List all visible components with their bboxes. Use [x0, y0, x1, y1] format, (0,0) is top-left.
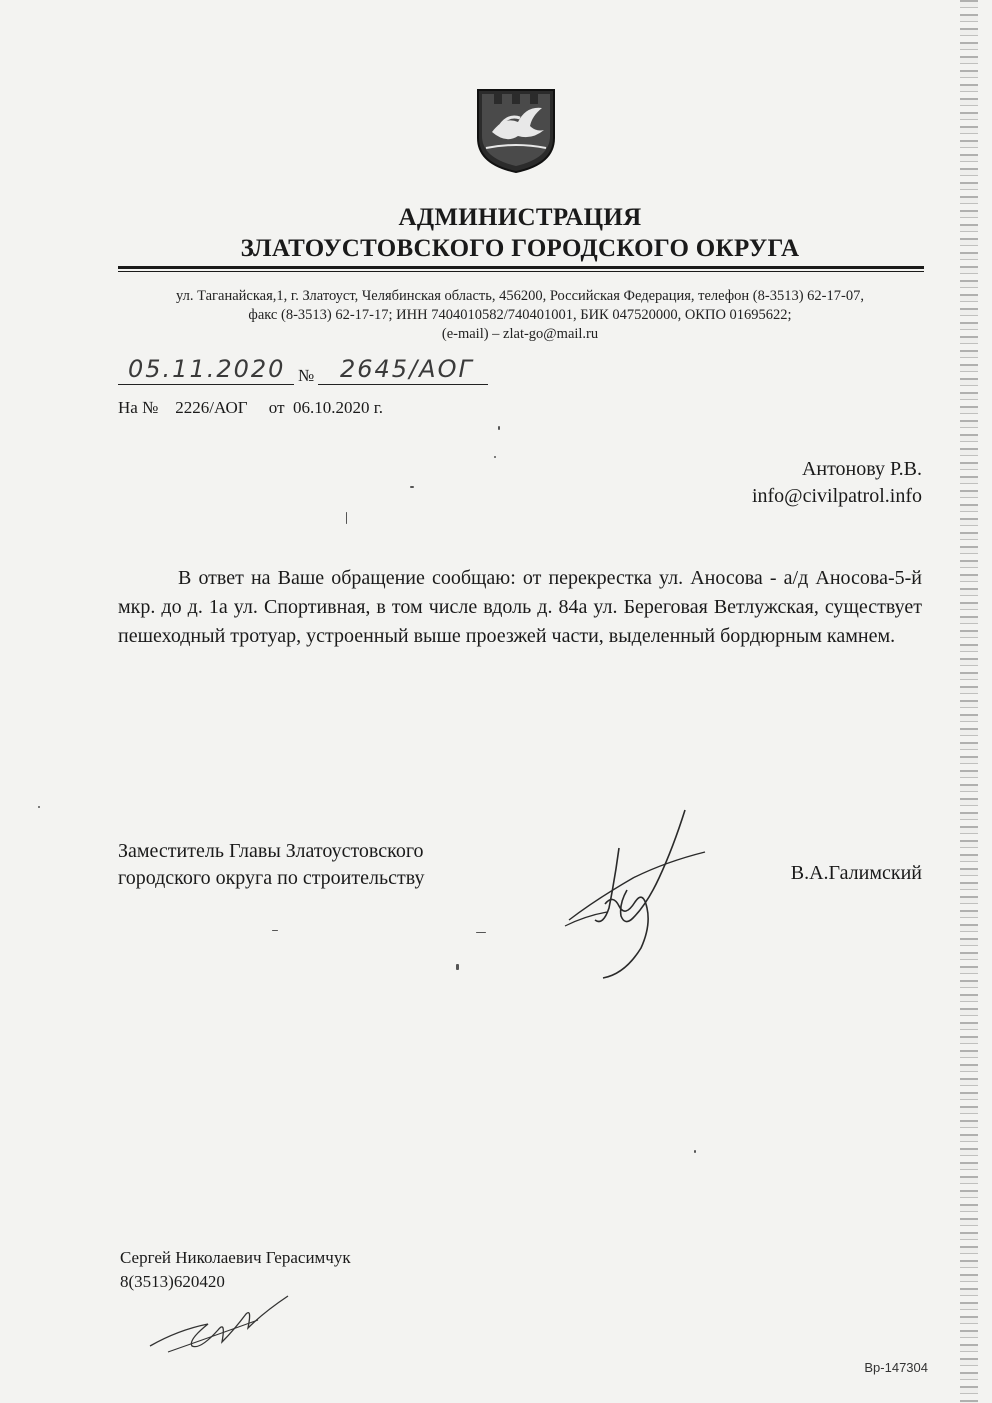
organization-subtitle: ЗЛАТОУСТОВСКОГО ГОРОДСКОГО ОКРУГА	[240, 235, 800, 262]
executor-name: Сергей Николаевич Герасимчук	[120, 1248, 351, 1267]
registration-number-underline	[318, 384, 488, 385]
registration-date-underline	[118, 384, 294, 385]
signatory-position	[118, 838, 424, 892]
scan-speck	[694, 1150, 696, 1153]
scan-speck	[410, 486, 414, 488]
scan-speck	[38, 806, 40, 808]
signatory-position-line1: Заместитель Главы Златоустовского	[118, 840, 424, 862]
scan-speck	[498, 426, 500, 430]
scan-speck	[272, 930, 278, 931]
addressee-email: info@civilpatrol.info	[751, 485, 922, 507]
scan-speck	[456, 964, 459, 970]
coat-of-arms-icon	[474, 86, 558, 174]
document-code: Вр-147304	[864, 1360, 928, 1375]
contacts-email: (e-mail) – zlat-go@mail.ru	[441, 326, 599, 342]
executor-initials-icon	[148, 1290, 298, 1360]
contact-details	[110, 287, 930, 344]
header-divider	[118, 266, 924, 269]
signatory-name: В.А.Галимский	[790, 862, 922, 884]
registration-date: 05.11.2020	[128, 355, 286, 383]
registration-number: 2645/АОГ	[340, 355, 474, 383]
scan-edge-artifact	[960, 0, 978, 1403]
scan-speck	[346, 512, 347, 524]
executor-block	[120, 1246, 351, 1294]
scan-speck	[476, 932, 486, 933]
reference-line: На № 2226/АОГ от 06.10.2020 г.	[118, 398, 384, 417]
header-divider-thin	[118, 271, 924, 272]
executor-phone: 8(3513)620420	[120, 1272, 225, 1291]
contacts-address: ул. Таганайская,1, г. Златоуст, Челябинская область, 456200, Российская Федерация, телефон (8-3513) 62-17-07,	[176, 288, 864, 304]
letter-body: В ответ на Ваше обращение сообщаю: от перекрестка ул. Аносова - а/д Аносова-5-й мкр. до д. 1а ул. Спортивная, в том числе вдоль д. 84а ул. Береговая Ветлужская, существует пешеходный тротуар, устроенный выше проезжей части, выделенный бордюрным камнем.	[118, 567, 922, 647]
contacts-requisites: факс (8-3513) 62-17-17; ИНН 7404010582/740401001, БИК 047520000, ОКПО 01695622;	[248, 307, 792, 323]
addressee-name: Антонову Р.В.	[801, 458, 922, 480]
organization-title: АДМИНИСТРАЦИЯ	[398, 204, 642, 231]
signature-icon	[555, 808, 715, 983]
registration-number-label: №	[298, 366, 315, 385]
scan-speck	[494, 456, 496, 458]
addressee-block	[752, 456, 922, 510]
signatory-position-line2: городского округа по строительству	[118, 867, 425, 889]
